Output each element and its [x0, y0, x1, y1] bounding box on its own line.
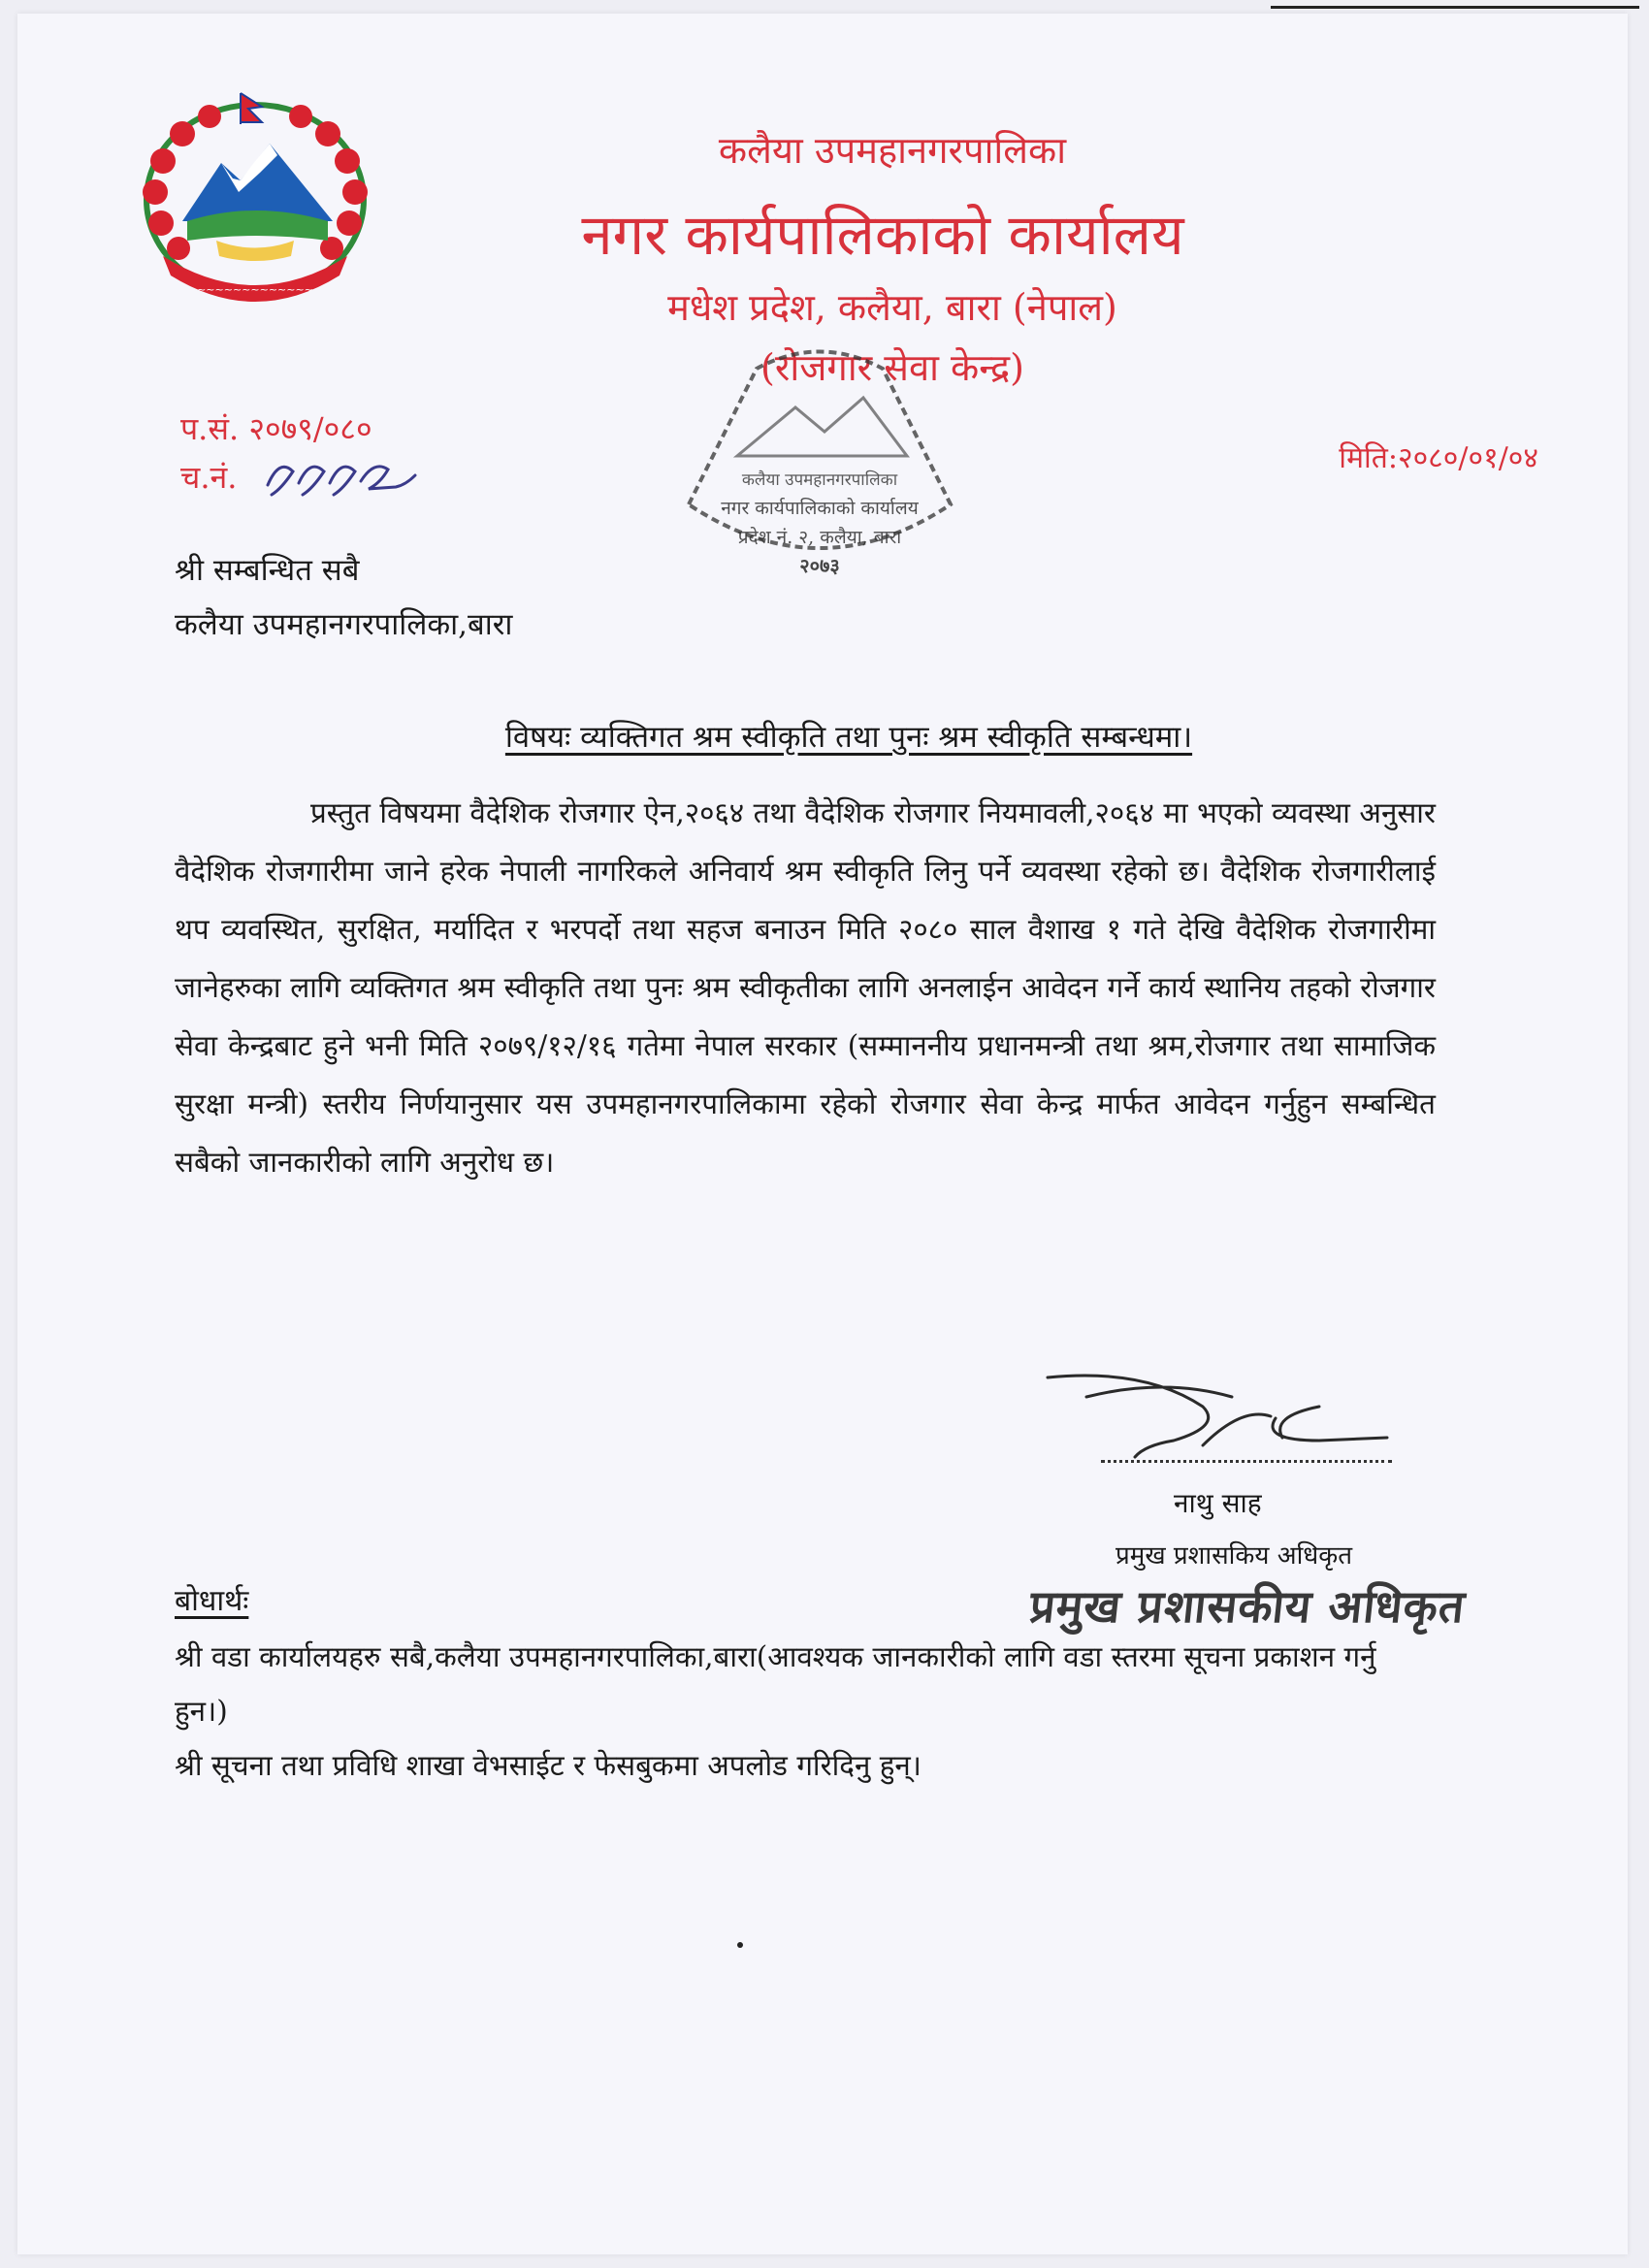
scan-edge-line	[1271, 6, 1639, 9]
signatory-designation: प्रमुख प्रशासकिय अधिकृत	[1116, 1541, 1353, 1571]
seal-text-4: २०७३	[799, 554, 840, 577]
dispatch-number-label: च.नं.	[180, 459, 238, 496]
municipality-name: कलैया उपमहानगरपालिका	[718, 129, 1067, 172]
recipient-line-1: श्री सम्बन्धित सबै	[175, 553, 360, 588]
seal-text-1: कलैया उपमहानगरपालिका	[741, 470, 898, 490]
office-section: (रोजगार सेवा केन्द्र)	[760, 346, 1024, 389]
office-seal-icon	[669, 340, 970, 621]
cc-item-2: श्री सूचना तथा प्रविधि शाखा वेभसाईट र फेसबुकमा अपलोड गरिदिनु हुन्।	[175, 1749, 922, 1782]
scan-speck	[737, 1942, 743, 1948]
handwritten-dispatch-number	[260, 446, 425, 504]
seal-text-3: प्रदेश नं. २, कलैया, बारा	[737, 527, 902, 548]
cc-item-1: श्री वडा कार्यालयहरु सबै,कलैया उपमहानगरपालिका,बारा(आवश्यक जानकारीको लागि वडा स्तरमा सूचना प्रकाशन गर्नु हुन।)	[175, 1640, 1376, 1728]
office-name: नगर कार्यपालिकाको कार्यालय	[581, 202, 1184, 268]
handwritten-signature	[1028, 1348, 1406, 1474]
letter-date: मिति:२०८०/०१/०४	[1339, 441, 1538, 475]
svg-text:~~~~~~~~~~~~~: ~~~~~~~~~~~~~	[197, 283, 313, 296]
seal-text-2: नगर कार्यपालिकाको कार्यालय	[721, 498, 919, 519]
letter-subject: विषयः व्यक्तिगत श्रम स्वीकृति तथा पुनः श्रम स्वीकृति सम्बन्धमा।	[504, 720, 1193, 755]
recipient-line-2: कलैया उपमहानगरपालिका,बारा	[175, 607, 513, 642]
designation-stamp: प्रमुख प्रशासकीय अधिकृत	[1027, 1580, 1469, 1633]
cc-label: बोधार्थः	[175, 1584, 249, 1618]
letter-body: प्रस्तुत विषयमा वैदेशिक रोजगार ऐन,२०६४ तथा वैदेशिक रोजगार नियमावली,२०६४ मा भएको व्यवस्था अनुसार वैदेशिक रोजगारीमा जाने हरेक नेपाली नागरिकले अनिवार्य श्रम स्वीकृति लिनु पर्ने व्यवस्था रहेको छ। वैदेशिक रोजगारीलाई थप व्यवस्थित, सुरक्षित, मर्यादित र भरपर्दो तथा सहज बनाउन मिति २०८० साल वैशाख १ गते देखि वैदेशिक रोजगारीमा जानेहरुका लागि व्यक्तिगत श्रम स्वीकृति तथा पुनः श्रम स्वीकृतीका लागि अनलाईन आवेदन गर्ने कार्य स्थानिय तहको रोजगार सेवा केन्द्रबाट हुने भनी मिति २०७९/१२/१६ गतेमा नेपाल सरकार (सम्माननीय प्रधानमन्त्री तथा श्रम,रोजगार तथा सामाजिक सुरक्षा मन्त्री) स्तरीय निर्णयानुसार यस उपमहानगरपालिकामा रहेको रोजगार सेवा केन्द्र मार्फत आवेदन गर्नुहुन सम्बन्धित सबैको जानकारीको लागि अनुरोध छ।	[175, 796, 1436, 1179]
office-address: मधेश प्रदेश, कलैया, बारा (नेपाल)	[667, 286, 1117, 329]
signature-line	[1101, 1460, 1392, 1463]
fiscal-year-ref: प.सं. २०७९/०८०	[180, 410, 372, 447]
signatory-name: नाथु साह	[1174, 1487, 1262, 1519]
